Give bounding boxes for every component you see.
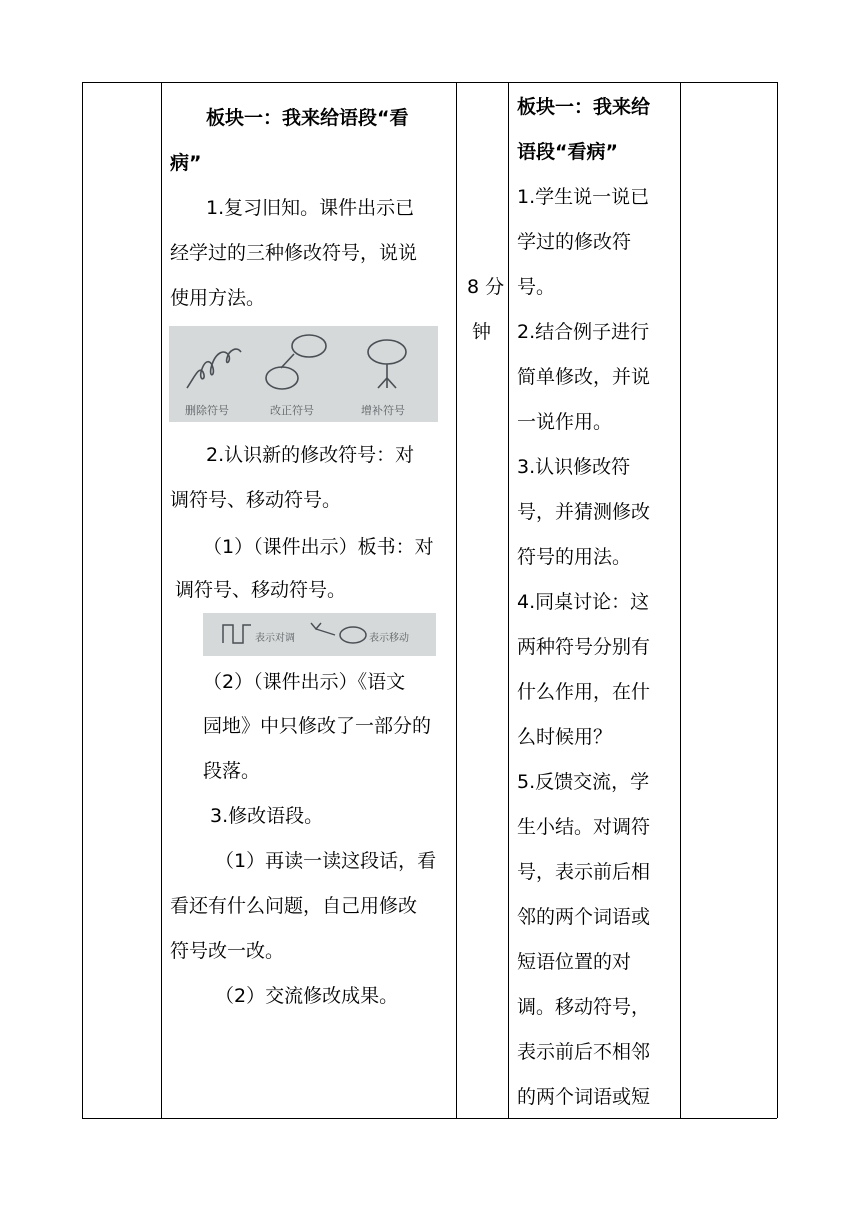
student-line: 生小结。对调符 xyxy=(517,816,651,838)
student-line: 调。移动符号， xyxy=(517,996,651,1018)
section-heading-line-2: 病” xyxy=(170,152,202,174)
student-line: 邻的两个词语或 xyxy=(517,906,651,928)
move-symbol-label: 表示移动 xyxy=(369,633,409,644)
student-line: 1.学生说一说已 xyxy=(517,186,650,208)
step2a-line-2: 调符号、移动符号。 xyxy=(175,579,347,601)
add-symbol-label: 增补符号 xyxy=(361,404,405,417)
step3-line: 3.修改语段。 xyxy=(210,805,324,827)
table-border-right xyxy=(777,82,778,1118)
step2b-line-2: 园地》中只修改了一部分的 xyxy=(203,715,432,737)
student-line: 两种符号分别有 xyxy=(517,636,651,658)
step3a-line-3: 符号改一改。 xyxy=(170,940,285,962)
student-line: 短语位置的对 xyxy=(517,951,632,973)
student-line: 3.认识修改符 xyxy=(517,456,631,478)
student-line: 符号的用法。 xyxy=(517,546,632,568)
student-line: 什么作用，在什 xyxy=(517,681,651,703)
student-line: 的两个词语或短 xyxy=(517,1086,651,1108)
column-divider-4 xyxy=(680,82,681,1118)
student-heading-line-2: 语段“看病” xyxy=(517,141,618,163)
student-line: 4.同桌讨论：这 xyxy=(517,591,650,613)
student-line: 2.结合例子进行 xyxy=(517,321,650,343)
table-border-bottom xyxy=(82,1118,777,1119)
step3a-line-2: 看还有什么问题，自己用修改 xyxy=(170,895,418,917)
student-line: 5.反馈交流，学 xyxy=(517,771,650,793)
column-divider-1 xyxy=(161,82,162,1118)
step1-line-1: 1.复习旧知。课件出示已 xyxy=(206,197,415,219)
column-divider-2 xyxy=(456,82,457,1118)
student-line: 表示前后不相邻 xyxy=(517,1041,651,1063)
table-border-top xyxy=(82,82,777,83)
time-line-2: 钟 xyxy=(472,321,492,343)
student-line: 学过的修改符 xyxy=(517,231,632,253)
revision-symbols-image xyxy=(169,326,438,422)
student-heading-line-1: 板块一：我来给 xyxy=(517,96,651,118)
correct-symbol-label: 改正符号 xyxy=(270,404,314,417)
step3a-line-1: （1）再读一读这段话，看 xyxy=(215,850,437,872)
swap-move-symbols-image xyxy=(203,613,436,656)
step1-line-2: 经学过的三种修改符号，说说 xyxy=(170,242,418,264)
student-line: 简单修改，并说 xyxy=(517,366,651,388)
student-line: 号，表示前后相 xyxy=(517,861,651,883)
step1-line-3: 使用方法。 xyxy=(170,287,266,309)
column-divider-3 xyxy=(508,82,509,1118)
step2-line-2: 调符号、移动符号。 xyxy=(170,489,342,511)
section-heading-line-1: 板块一：我来给语段“看 xyxy=(206,107,409,129)
student-line: 号，并猜测修改 xyxy=(517,501,651,523)
table-border-left xyxy=(82,82,83,1118)
step2a-line-1: （1）（课件出示）板书：对 xyxy=(203,536,434,558)
step2-line-1: 2.认识新的修改符号：对 xyxy=(206,444,415,466)
swap-symbol-label: 表示对调 xyxy=(255,633,295,644)
step2b-line-1: （2）（课件出示）《语文 xyxy=(203,671,406,693)
student-line: 一说作用。 xyxy=(517,411,613,433)
student-line: 么时候用？ xyxy=(517,726,613,748)
time-line-1: 8 分 xyxy=(467,276,505,298)
step2b-line-3: 段落。 xyxy=(203,760,261,782)
step3b-line: （2）交流修改成果。 xyxy=(215,985,399,1007)
student-line: 号。 xyxy=(517,276,556,298)
delete-symbol-label: 删除符号 xyxy=(185,404,229,417)
